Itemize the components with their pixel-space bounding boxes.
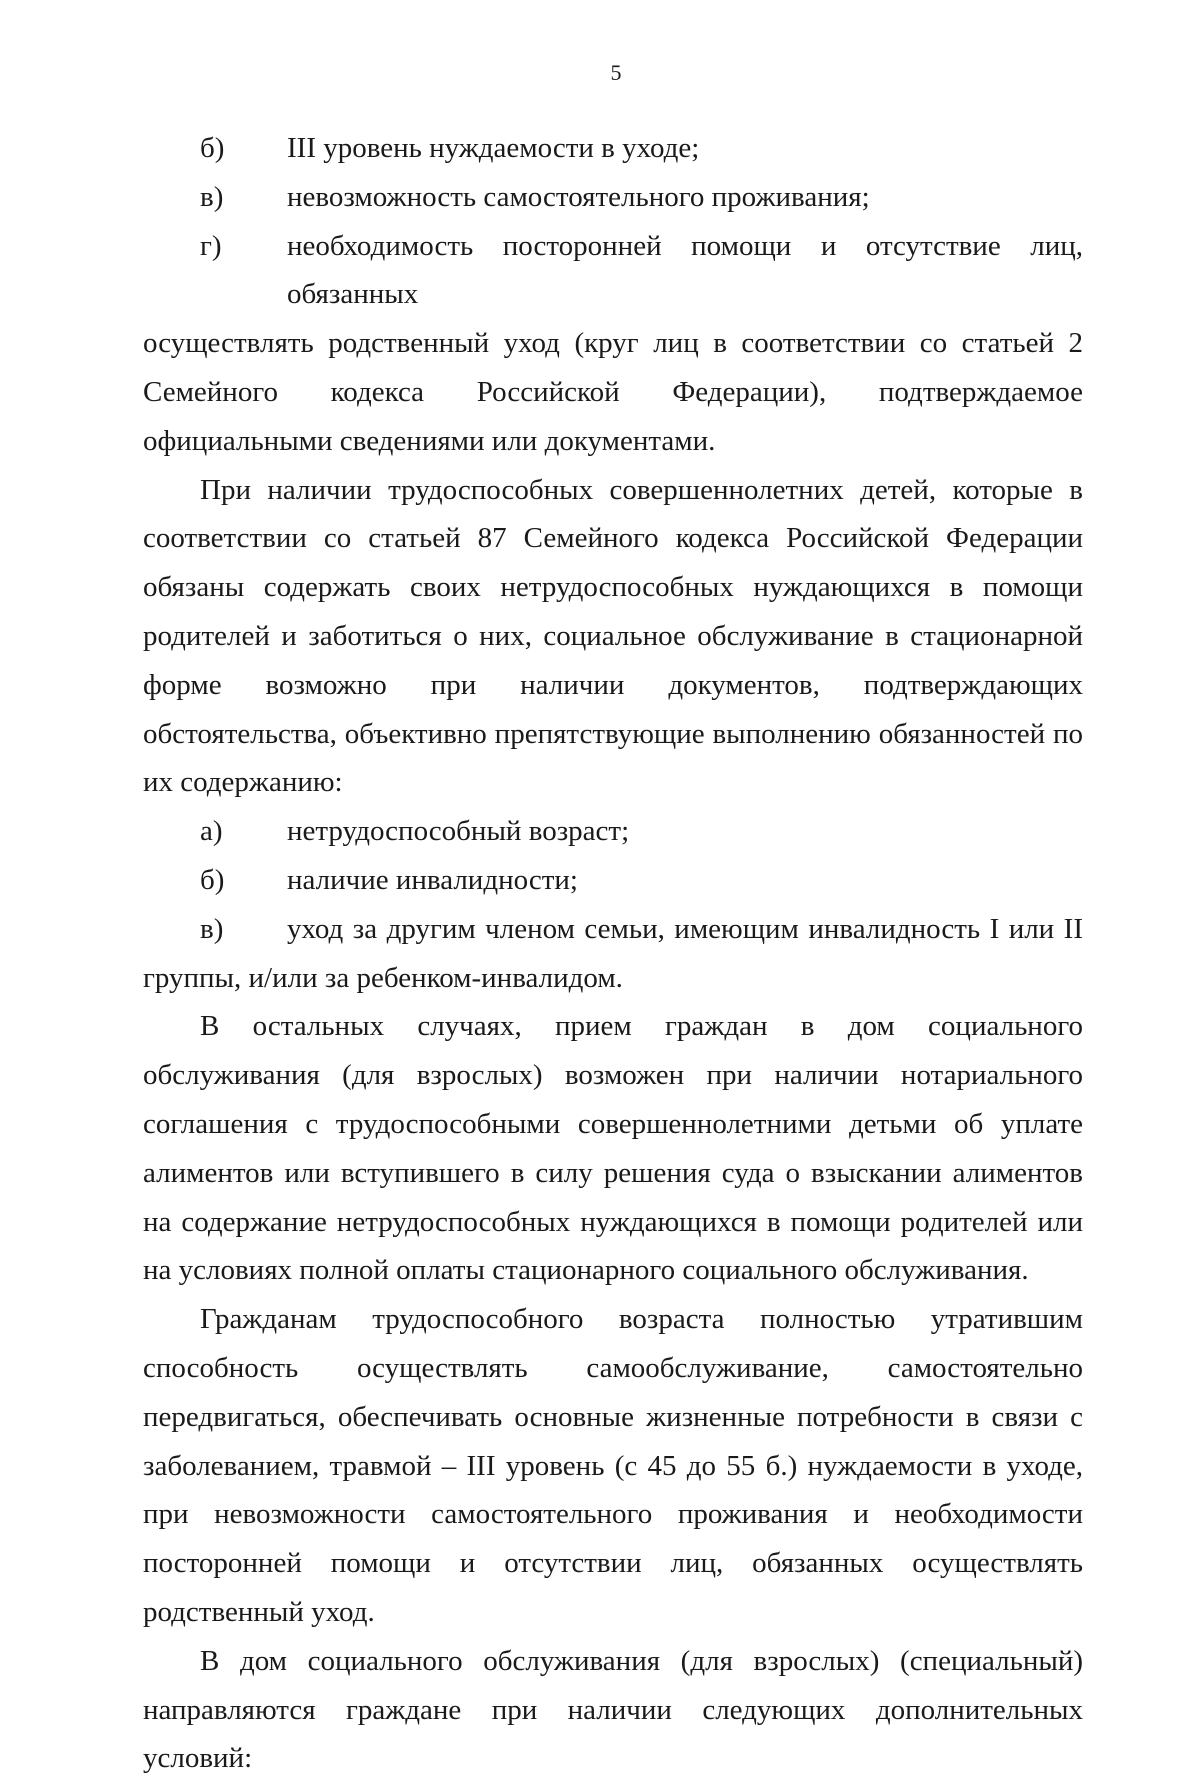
- list-marker: в): [200, 180, 224, 213]
- page-number: 5: [610, 60, 622, 85]
- list-marker: г): [200, 229, 222, 262]
- list-item-v2: [143, 905, 1083, 954]
- paragraph-working-age: Гражданам трудоспособного возраста полностью утратившим способность осуществлять самообслуживание, самостоятельно передвигаться, обеспечивать основные жизненные потребности в связи с заболеванием, травмой – III уровень (с 45 до 55 б.) нуждаемости в уходе, при невозможности самостоятельного проживания и необходимости посторонней помощи и отсутствии лиц, обязанных осуществлять родственный уход.: [143, 1303, 1083, 1628]
- list-marker: в): [200, 912, 224, 945]
- list-item-text: невозможность самостоятельного проживания;: [287, 180, 870, 213]
- list-item-v: [143, 173, 1083, 222]
- paragraph-special-home: В дом социального обслуживания (для взрослых) (специальный) направляются граждане при наличии следующих дополнительных условий:: [143, 1644, 1083, 1775]
- list-item-b: [143, 124, 1083, 173]
- list-item-a: [143, 807, 1083, 856]
- list-marker: а): [200, 815, 223, 848]
- list-item-g: [143, 222, 1083, 320]
- list-item-text: наличие инвалидности;: [287, 863, 578, 896]
- document-body: [143, 124, 1083, 1783]
- list-marker: б): [200, 132, 225, 164]
- paragraph-other-cases: В остальных случаях, прием граждан в дом социального обслуживания (для взрослых) возможен при наличии нотариального соглашения с трудоспособными совершеннолетними детьми об уплате алиментов или вступившего в силу решения суда о взыскании алиментов на содержание нетрудоспособных нуждающихся в помощи родителей или на условиях полной оплаты стационарного социального обслуживания.: [143, 1010, 1083, 1287]
- list-marker: б): [200, 863, 225, 896]
- list-item-g-continuation: осуществлять родственный уход (круг лиц в соответствии со статьей 2 Семейного кодекса Российской Федерации), подтверждаемое официальными сведениями или документами.: [143, 327, 1083, 457]
- paragraph-adult-children: При наличии трудоспособных совершеннолетних детей, которые в соответствии со статьей 87 Семейного кодекса Российской Федерации обязаны содержать своих нетрудоспособных нуждающихся в помощи родителей и заботиться о них, социальное обслуживание в стационарной форме возможно при наличии документов, подтверждающих обстоятельства, объективно препятствующие выполнению обязанностей по их содержанию:: [143, 473, 1083, 799]
- list-item-text: нетрудоспособный возраст;: [287, 815, 630, 848]
- list-item-v2-continuation: группы, и/или за ребенком-инвалидом.: [143, 961, 623, 994]
- list-item-text: уход за другим членом семьи, имеющим инвалидность I или II: [287, 912, 1083, 945]
- list-item-b2: [143, 856, 1083, 905]
- list-item-text: III уровень нуждаемости в уходе;: [287, 132, 700, 164]
- list-item-text: необходимость посторонней помощи и отсутствие лиц, обязанных: [287, 229, 1083, 311]
